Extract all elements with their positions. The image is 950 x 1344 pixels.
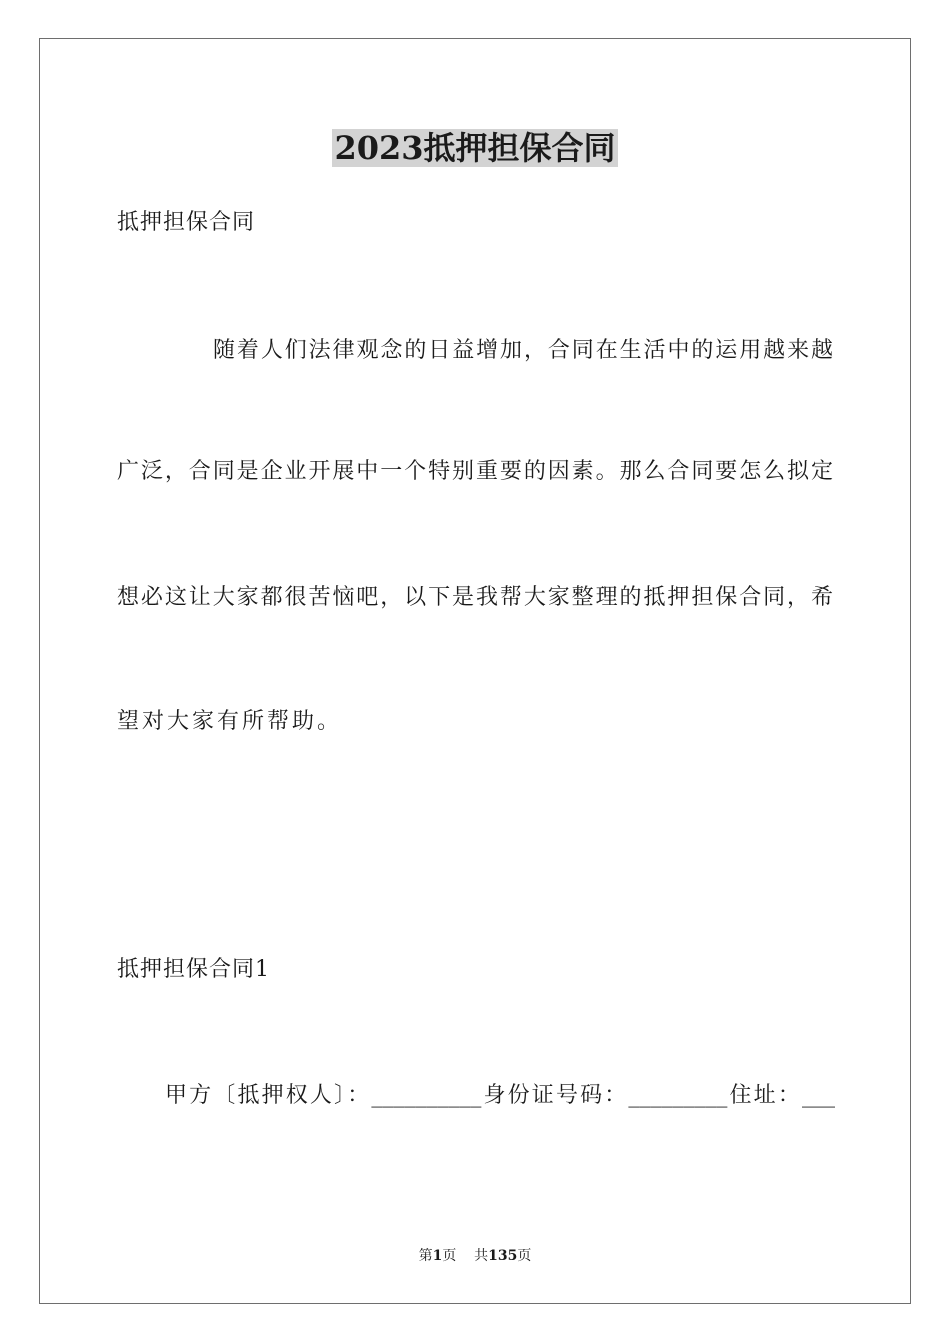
- document-title-text: 2023抵押担保合同: [334, 129, 616, 167]
- intro-paragraph-line-4: 望对大家有所帮助。: [117, 709, 343, 734]
- page-footer: [0, 1246, 950, 1266]
- intro-paragraph-line-1: 随着人们法律观念的日益增加，合同在生活中的运用越来越: [213, 338, 833, 363]
- footer-page-number: 1: [432, 1248, 443, 1264]
- footer-total-suffix: 页: [517, 1248, 532, 1264]
- footer-page-suffix: 页: [442, 1248, 457, 1264]
- footer-total-pages: 135: [488, 1248, 518, 1264]
- intro-paragraph-line-2: 广泛，合同是企业开展中一个特别重要的因素。那么合同要怎么拟定: [117, 459, 833, 484]
- footer-total-prefix: 共: [474, 1248, 489, 1264]
- document-subtitle: 抵押担保合同: [117, 210, 256, 235]
- party-a-info-line: 甲方〔抵押权人〕：__________身份证号码：_________住址：___: [165, 1083, 835, 1108]
- intro-paragraph-line-3: 想必这让大家都很苦恼吧，以下是我帮大家整理的抵押担保合同，希: [117, 585, 833, 610]
- document-title: [0, 126, 950, 170]
- footer-page-prefix: 第: [418, 1248, 433, 1264]
- section-heading: 抵押担保合同1: [117, 957, 270, 982]
